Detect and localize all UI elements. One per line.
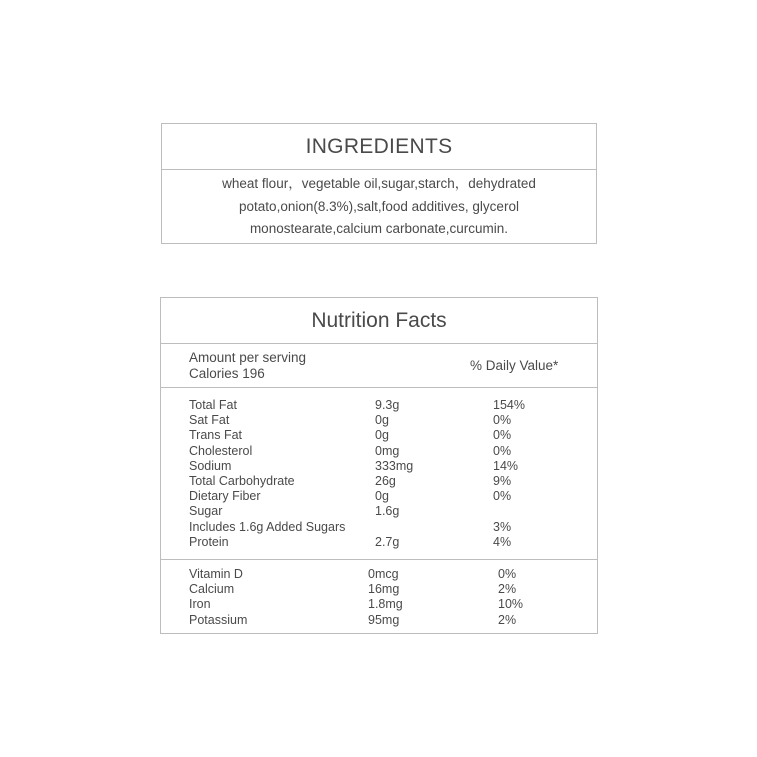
nutrient-name: Vitamin D: [189, 567, 243, 581]
table-row: [161, 535, 597, 550]
nutrient-name: Protein: [189, 534, 229, 549]
table-row: [161, 520, 597, 535]
nutrient-daily-value: 2%: [498, 582, 517, 597]
table-row: [161, 428, 597, 443]
nutrient-daily-value: 0%: [493, 443, 512, 458]
nutrient-amount: 26g: [375, 473, 396, 488]
nutrient-amount: 333mg: [375, 458, 414, 473]
nutrient-name: Total Fat: [189, 398, 237, 412]
amount-per-serving: Amount per serving: [189, 350, 307, 365]
nutrient-name: Calcium: [189, 582, 235, 597]
nutrient-name: Total Carbohydrate: [189, 473, 295, 488]
nutrition-facts-panel: [160, 297, 598, 634]
nutrient-name: Trans Fat: [189, 428, 243, 443]
daily-value-header: % Daily Value*: [470, 358, 559, 373]
table-row: [161, 474, 597, 489]
nutrient-amount: 95mg: [368, 612, 400, 627]
table-row: [161, 597, 597, 612]
nutrient-daily-value: 3%: [493, 519, 512, 534]
nutrient-amount: 0g: [375, 413, 389, 428]
nutrient-amount: 0g: [375, 489, 389, 504]
nutrient-amount: 0mg: [375, 443, 400, 458]
nutrient-amount: 1.6g: [375, 504, 400, 519]
table-row: [161, 444, 597, 459]
serving-info: [189, 350, 306, 382]
nutrient-name: Sat Fat: [189, 413, 230, 428]
nutrient-daily-value: 0%: [498, 567, 517, 581]
nutrition-header: [161, 344, 597, 388]
table-row: [161, 613, 597, 628]
nutrient-amount: 1.8mg: [368, 597, 403, 612]
nutrient-daily-value: 10%: [498, 597, 524, 612]
nutrient-daily-value: 2%: [498, 612, 517, 627]
ingredients-panel: [161, 123, 597, 244]
ingredients-text: [162, 170, 596, 241]
ingredients-line: potato,onion(8.3%),salt,food additives, glycerol: [239, 198, 519, 214]
nutrient-amount: 9.3g: [375, 398, 400, 412]
table-row: [161, 567, 597, 582]
ingredients-title: INGREDIENTS: [162, 124, 596, 170]
nutrient-amount: 0g: [375, 428, 389, 443]
nutrient-daily-value: 4%: [493, 534, 512, 549]
nutrient-amount: 0mcg: [368, 567, 399, 581]
nutrient-name: Dietary Fiber: [189, 489, 261, 504]
table-row: [161, 489, 597, 504]
nutrient-name: Iron: [189, 597, 211, 612]
nutrient-amount: 16mg: [368, 582, 400, 597]
nutrient-daily-value: 154%: [493, 398, 525, 412]
ingredients-line: monostearate,calcium carbonate,curcumin.: [249, 221, 509, 236]
nutrient-daily-value: 0%: [493, 413, 512, 428]
table-row: [161, 459, 597, 474]
nutrient-daily-value: 14%: [493, 458, 519, 473]
nutrition-facts-title: Nutrition Facts: [161, 298, 597, 344]
vitamin-table: [161, 560, 597, 628]
calories: Calories 196: [189, 366, 265, 381]
nutrient-name: Cholesterol: [189, 443, 253, 458]
table-row: [161, 413, 597, 428]
nutrient-name: Sodium: [189, 458, 232, 473]
nutrient-name: Sugar: [189, 504, 223, 519]
table-row: [161, 582, 597, 597]
nutrient-amount: 2.7g: [375, 534, 400, 549]
table-row: [161, 504, 597, 519]
nutrient-daily-value: 0%: [493, 489, 512, 504]
nutrient-name: Potassium: [189, 612, 248, 627]
nutrient-name: Includes 1.6g Added Sugars: [189, 519, 346, 534]
table-row: [161, 398, 597, 413]
nutrient-table: [161, 388, 597, 560]
nutrient-daily-value: 9%: [493, 473, 512, 488]
nutrient-daily-value: 0%: [493, 428, 512, 443]
ingredients-line: wheat flour，vegetable oil,sugar,starch，dehydrated: [222, 176, 536, 191]
